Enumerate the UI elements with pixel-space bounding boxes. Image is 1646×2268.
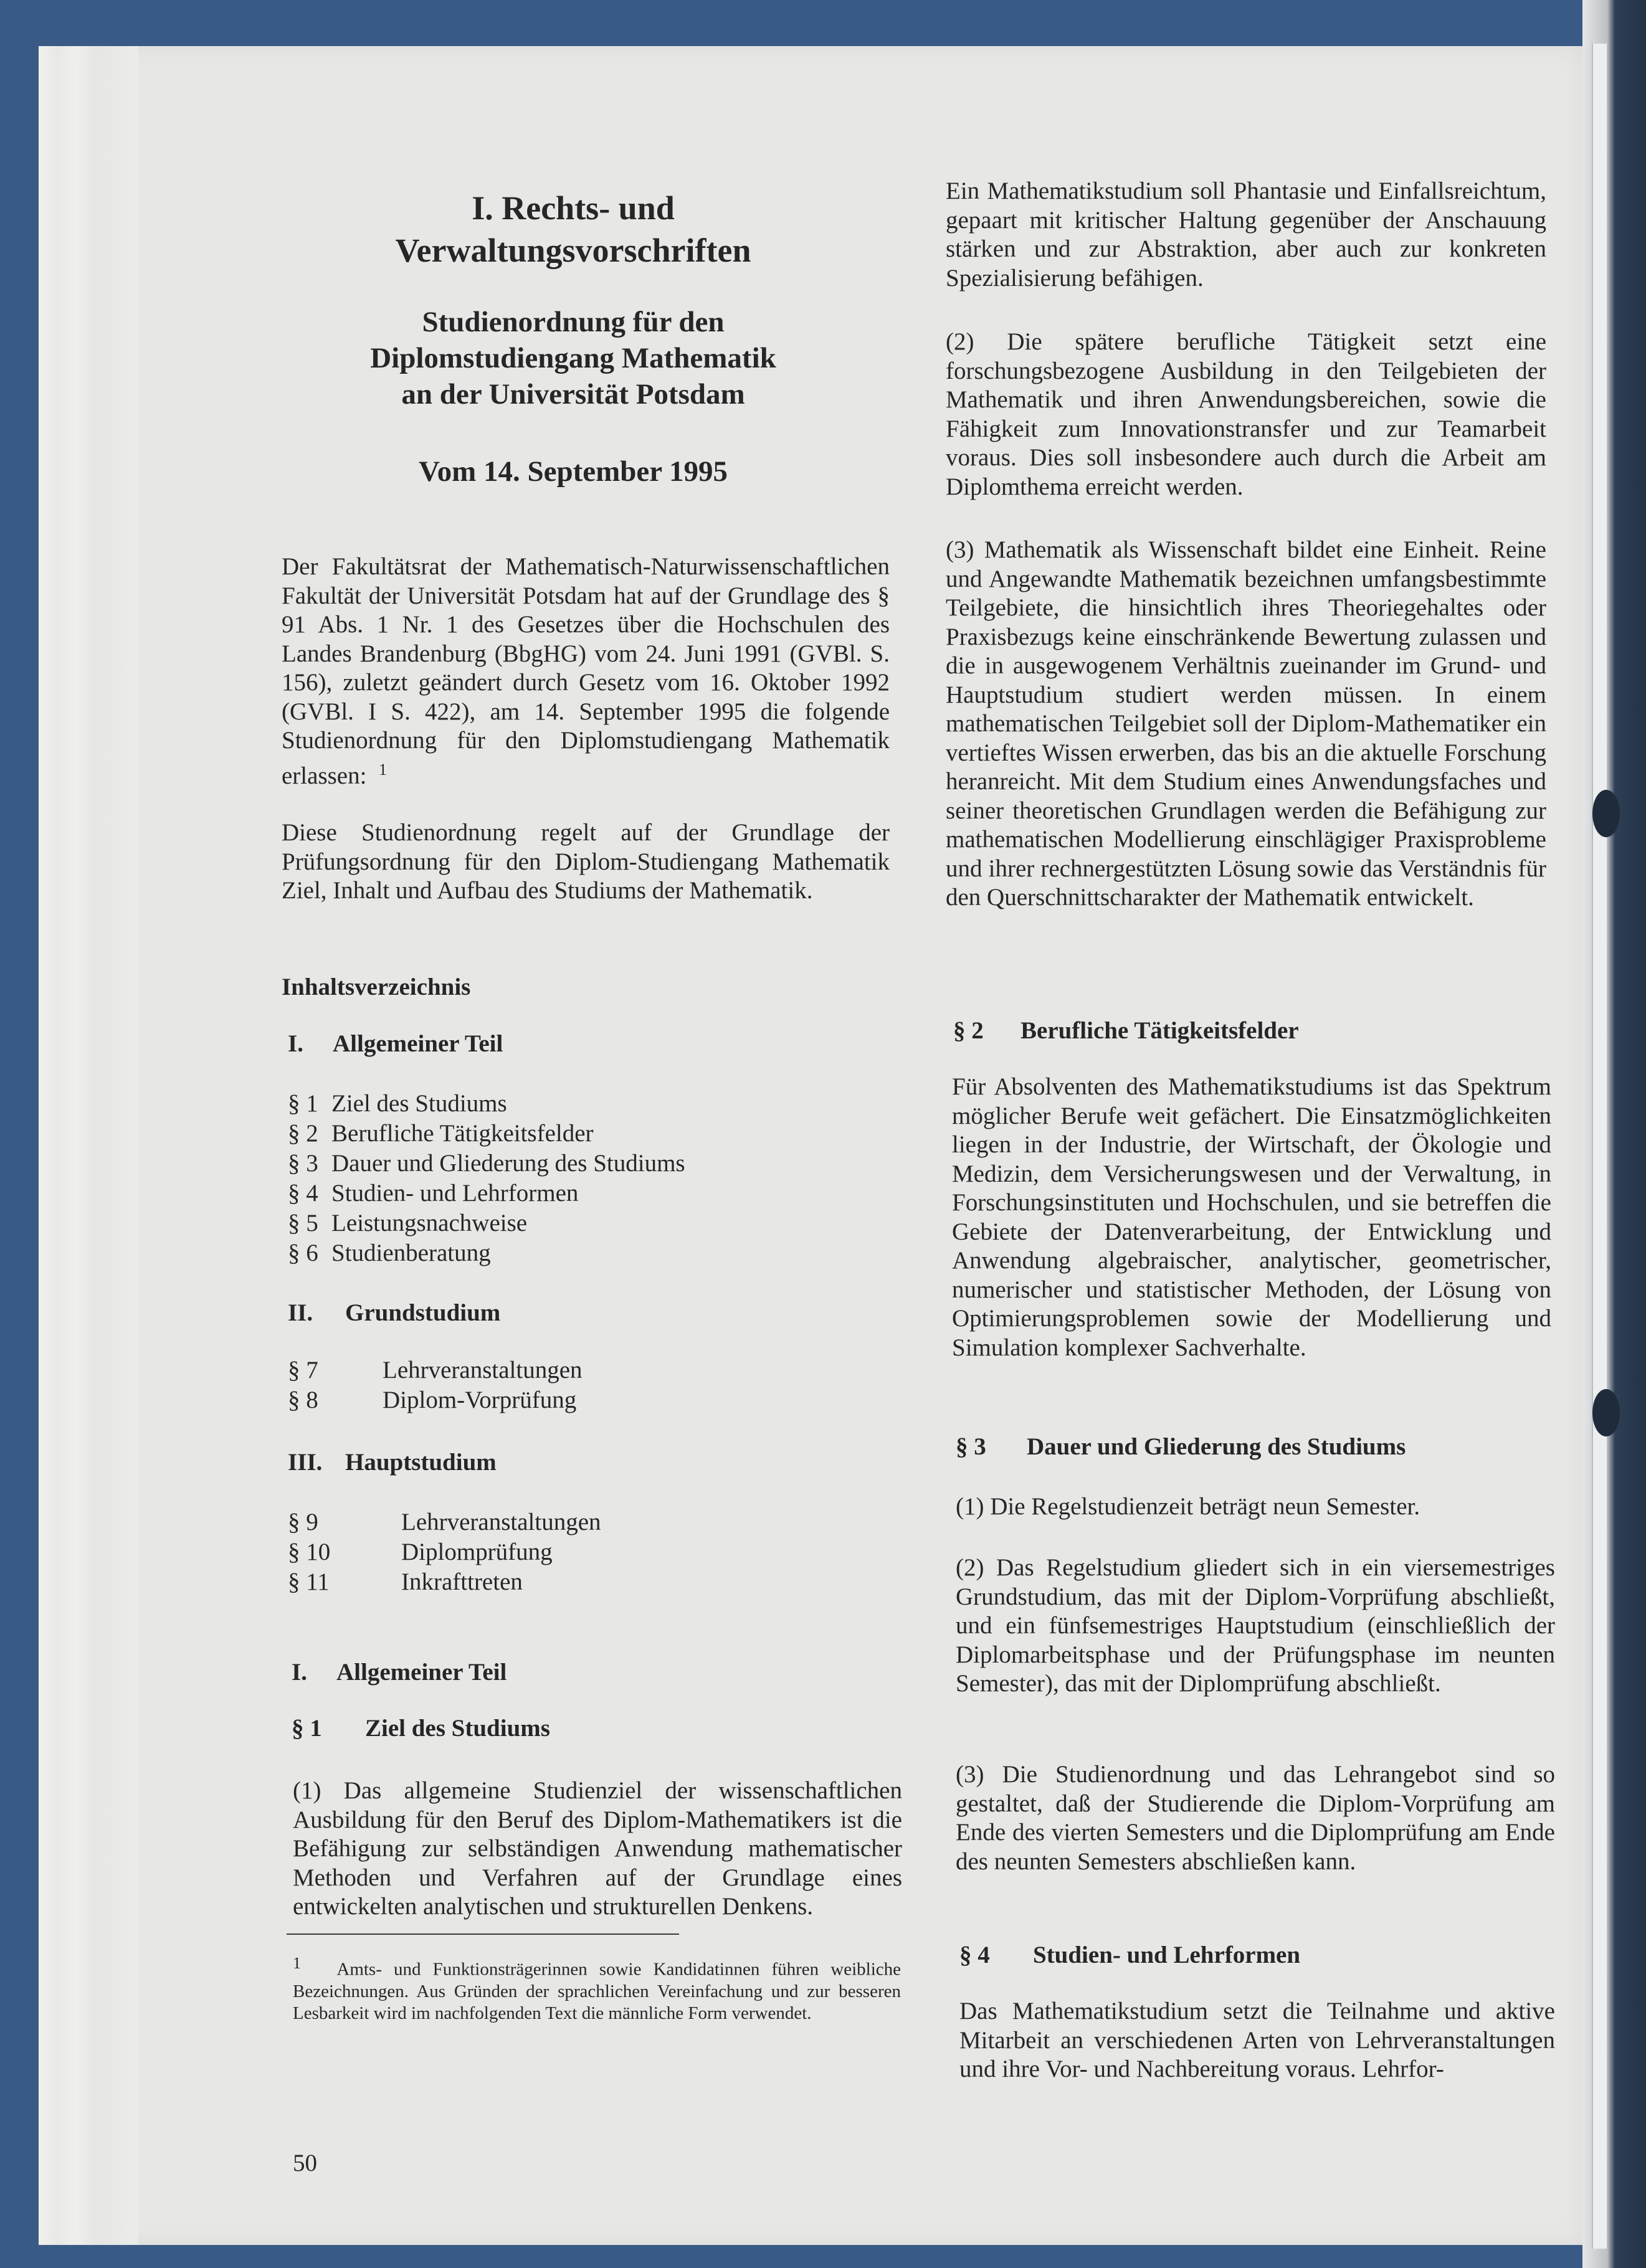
toc-part-2: II. Grundstudium	[288, 1299, 501, 1326]
toc-part-1-list	[288, 1089, 685, 1268]
section-2-paragraph-1: Für Absolventen des Mathematikstudiums ist das Spektrum möglicher Berufe weit gefächert. Die Einsatzmöglichkeiten liegen in der Industrie, der Wirtschaft, der Ökologie und Medizin, dem Versicherungswesen und der Verwaltung, in Forschungsinstituten und Hochschulen, und sie betreffen die Gebiete der Datenverarbeitung, der Entwicklung und Anwendung algebraischer, analytischer, geometrischer, numerischer und statistischer Methoden, der Lösung von Optimierungsproblemen sowie der Modellierung und Simulation komplexer Sachverhalte.	[952, 1073, 1551, 1361]
preamble: Der Fakultätsrat der Mathematisch-Naturwissenschaftlichen Fakultät der Universität Potsdam hat auf der Grundlage des § 91 Abs. 1 Nr. 1 des Gesetzes über die Hochschulen des Landes Brandenburg (BbgHG) vom 24. Juni 1991 (GVBl. S. 156), zuletzt geändert durch Gesetz vom 16. Oktober 1992 (GVBl. I S. 422), am 14. September 1995 die folgende Studienordnung für den Diplomstudiengang Mathematik erlassen: $^1$	[282, 553, 890, 789]
toc-item[interactable]: § 2 Berufliche Tätigkeitsfelder	[288, 1120, 594, 1147]
section-3-paragraph-3: (3) Die Studienordnung und das Lehrangebot sind so gestaltet, daß der Studierende die Diplom-Vorprüfung am Ende des vierten Semesters und die Diplomprüfung am Ende des neunten Semesters abschließen kann.	[956, 1761, 1555, 1875]
show-through	[187, 75, 217, 109]
footnote-mark: 1	[378, 760, 387, 779]
toc-item[interactable]: § 10 Diplomprüfung	[288, 1539, 553, 1565]
toc-item[interactable]: § 9 Lehrveranstaltungen	[288, 1509, 601, 1535]
page-edge	[1592, 44, 1607, 2249]
section-3-paragraph-1: (1) Die Regelstudienzeit beträgt neun Semester.	[956, 1493, 1420, 1520]
sub-title: Studienordnung für den Diplomstudiengang Mathematik an der Universität Potsdam	[370, 306, 776, 410]
toc-item[interactable]: § 5 Leistungsnachweise	[288, 1210, 528, 1236]
toc-item[interactable]: § 7 Lehrveranstaltungen	[288, 1357, 583, 1383]
section-4-paragraph-1: Das Mathematikstudium setzt die Teilnahme und aktive Mitarbeit an verschiedenen Arten von Lehrveranstaltungen und ihre Vor- und Nachbereitung voraus. Lehrfor-	[959, 1998, 1555, 2082]
footnote-rule	[287, 1933, 679, 1935]
main-title: I. Rechts- und Verwaltungsvorschriften	[395, 189, 751, 269]
page-stack-edge	[39, 46, 138, 2245]
footnote: $^1$ Amts- und Funktionsträgerinnen sowie Kandidatinnen führen weibliche Bezeichnungen. Aus Gründen der sprachlichen Vereinfachung und zur besseren Lesbarkeit wird im nachfolgenden Text die männliche Form verwendet.	[293, 1954, 901, 2023]
section-3-heading: § 3 Dauer und Gliederung des Studiums	[956, 1433, 1406, 1460]
intro: Diese Studienordnung regelt auf der Grundlage der Prüfungsordnung für den Diplom-Studiengang Mathematik Ziel, Inhalt und Aufbau des Studiums der Mathematik.	[282, 819, 890, 904]
section-4-heading: § 4 Studien- und Lehrformen	[959, 1942, 1301, 1968]
toc-item[interactable]: § 3 Dauer und Gliederung des Studiums	[288, 1150, 685, 1177]
page-number: 50	[293, 2150, 317, 2176]
toc-part-3: III. Hauptstudium	[288, 1449, 497, 1476]
section-1-paragraph-2: (2) Die spätere berufliche Tätigkeit setzt eine forschungsbezogene Ausbildung in den Teilgebieten der Mathematik und ihren Anwendungsbereichen, sowie die Fähigkeit zum Innovationstransfer und zur Teamarbeit voraus. Dies soll insbesondere auch durch die Arbeit am Diplomthema erreicht werden.	[946, 328, 1546, 500]
section-2-heading: § 2 Berufliche Tätigkeitsfelder	[953, 1017, 1299, 1044]
toc-item[interactable]: § 4 Studien- und Lehrformen	[288, 1180, 579, 1207]
section-1-paragraph-3: (3) Mathematik als Wissenschaft bildet eine Einheit. Reine und Angewandte Mathematik bezeichnen umfangsbestimmte Teilgebiete, die hinsichtlich ihres Theoriegehaltes oder Praxisbezugs keine einschränkende Bewertung zulassen und die in ausgewogenem Verhältnis zueinander im Grund- und Hauptstudium studiert werden müssen. In einem mathematischen Teilgebiet soll der Diplom-Mathematiker ein vertieftes Wissen erwerben, das bis an die aktuelle Forschung heranreicht. Mit dem Studium eines Anwendungsfaches und seiner theoretischen Grundlagen werden die Befähigung zur mathematischen Modellierung einschlägiger Praxisprobleme und ihrer rechnergestützten Lösung sowie das Verständnis für den Querschnittscharakter der Mathematik entwickelt.	[946, 536, 1546, 911]
binding-hole	[1592, 790, 1620, 837]
section-3-paragraph-2: (2) Das Regelstudium gliedert sich in ein viersemestriges Grundstudium, das mit der Diplom-Vorprüfung abschließt, und ein fünfsemestriges Hauptstudium (einschließlich der Diplomarbeitsphase und der Prüfungsphase im neunten Semester), das mit der Diplomprüfung abschließt.	[956, 1554, 1555, 1697]
section-1-heading: § 1 Ziel des Studiums	[292, 1715, 550, 1742]
binding-hole	[1592, 1389, 1620, 1436]
toc-part-2-list	[288, 1355, 583, 1415]
toc-item[interactable]: § 6 Studienberatung	[288, 1240, 491, 1266]
toc-item[interactable]: § 8 Diplom-Vorprüfung	[288, 1387, 577, 1413]
section-1-paragraph-1-continued: Ein Mathematikstudium soll Phantasie und Einfallsreichtum, gepaart mit kritischer Haltung gegenüber der Anschauung stärken und zur Abstraktion, aber auch zur konkreten Spezialisierung befähigen.	[946, 178, 1546, 292]
toc-part-3-list	[288, 1507, 601, 1597]
toc-heading: Inhaltsverzeichnis	[282, 974, 471, 1000]
toc-item[interactable]: § 11 Inkrafttreten	[288, 1568, 523, 1595]
section-1-paragraph-1: (1) Das allgemeine Studienziel der wissenschaftlichen Ausbildung für den Beruf des Diplom-Mathematikers ist die Befähigung zur selbständigen Anwendung mathematischer Methoden und Verfahren auf der Grundlage eines entwickelten analytischen und strukturellen Denkens.	[293, 1777, 902, 1920]
toc-part-1: I. Allgemeiner Teil	[288, 1030, 503, 1057]
section-part-1-heading: I. Allgemeiner Teil	[292, 1659, 507, 1686]
date-title: Vom 14. September 1995	[418, 455, 728, 488]
toc-item[interactable]: § 1 Ziel des Studiums	[288, 1090, 507, 1117]
